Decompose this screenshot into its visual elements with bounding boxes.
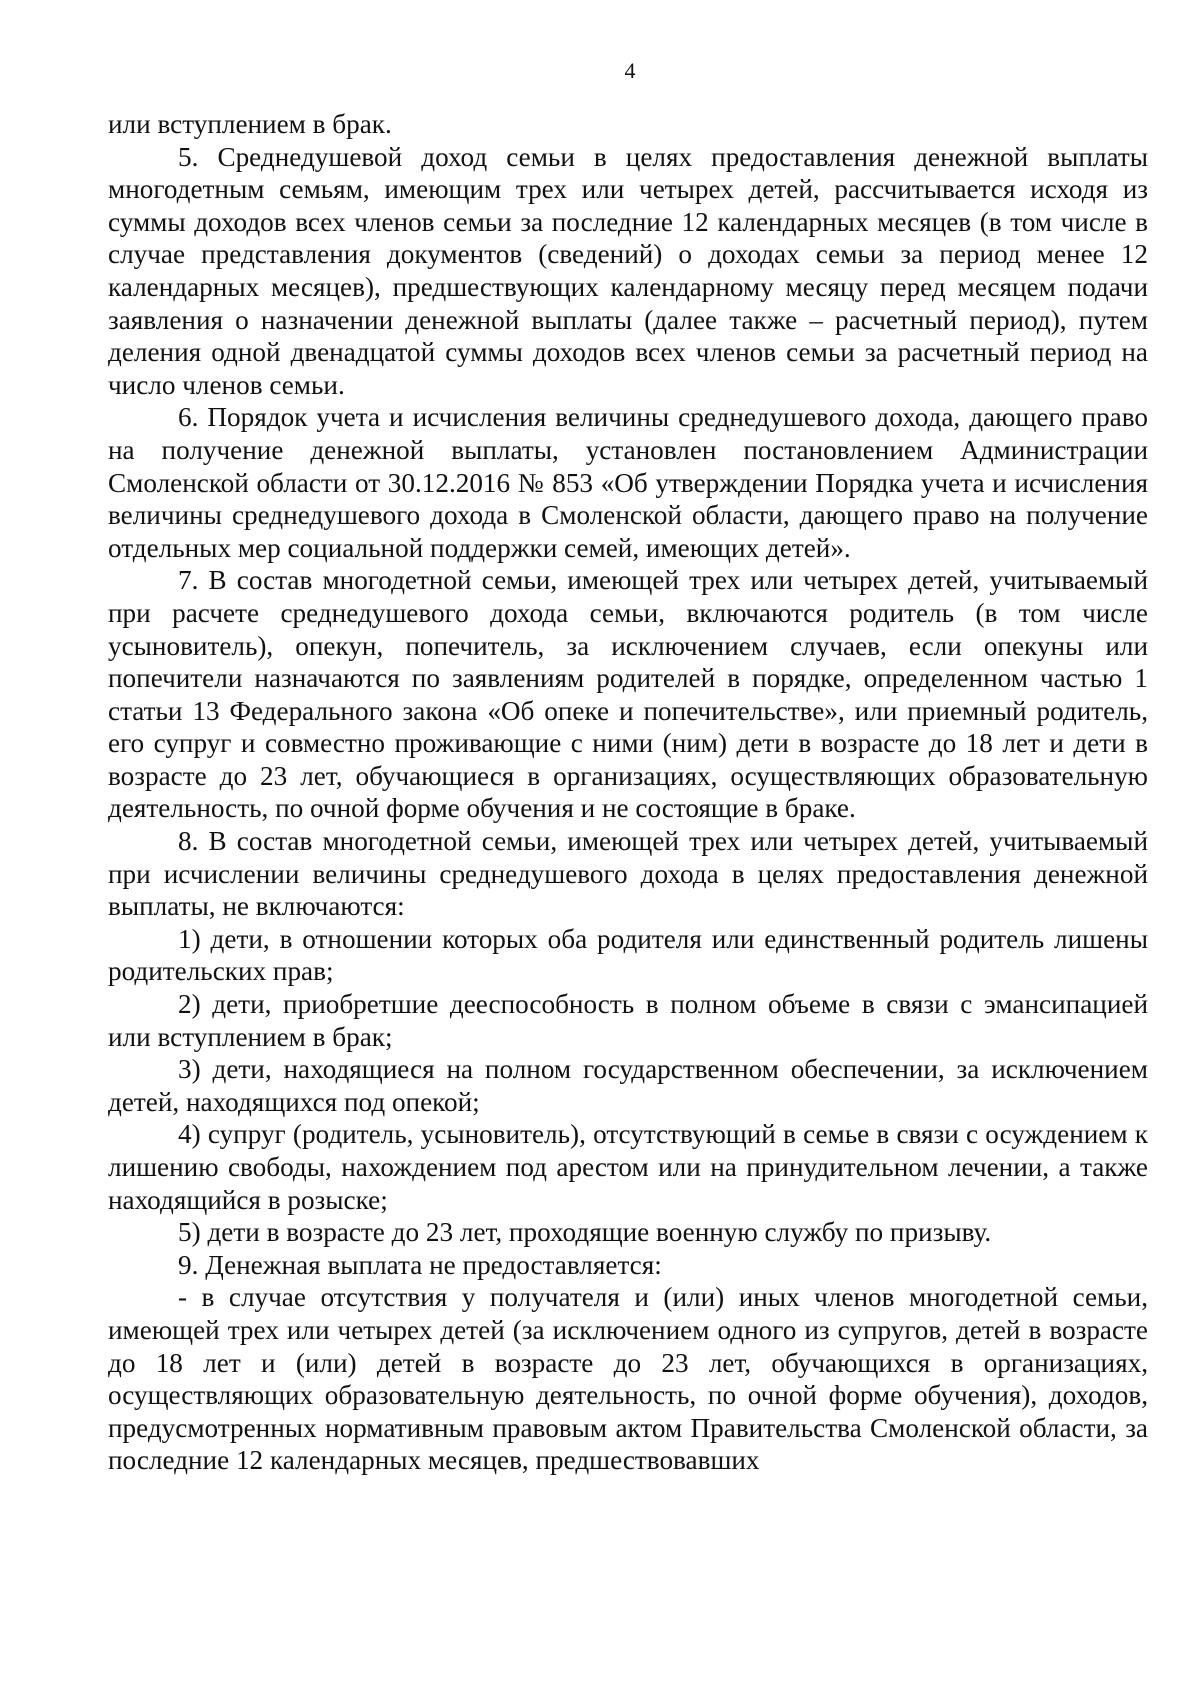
paragraph-item-6: 6. Порядок учета и исчисления величины среднедушевого дохода, дающего право на получение денежной выплаты, установлен постановлением Администрации Смоленской области от 30.12.2016 № 853 «Об утверждении Порядка учета и исчисления величины среднедушевого дохода в Смоленской области, дающего право на получение отдельных мер социальной поддержки семей, имеющих детей».: [108, 402, 1148, 563]
subitem-9-dash: - в случае отсутствия у получателя и (или) иных членов многодетной семьи, имеющей трех или четырех детей (за исключением одного из супругов, детей в возрасте до 18 лет и (или) детей в возрасте до 23 лет, обучающихся в организациях, осуществляющих образовательную деятельность, по очной форме обучения), доходов, предусмотренных нормативным правовым актом Правительства Смоленской области, за последние 12 календарных месяцев, предшествовавших: [108, 1282, 1148, 1476]
paragraph-item-7: 7. В состав многодетной семьи, имеющей трех или четырех детей, учитываемый при расчете среднедушевого дохода семьи, включаются родитель (в том числе усыновитель), опекун, попечитель, за исключением случаев, если опекуны или попечители назначаются по заявлениям родителей в порядке, определенном частью 1 статьи 13 Федерального закона «Об опеке и попечительстве», или приемный родитель, его супруг и совместно проживающие с ними (ним) дети в возрасте до 18 лет и дети в возрасте до 23 лет, обучающиеся в организациях, осуществляющих образовательную деятельность, по очной форме обучения и не состоящие в браке.: [108, 565, 1148, 824]
paragraph-item-8: 8. В состав многодетной семьи, имеющей трех или четырех детей, учитываемый при исчислении величины среднедушевого дохода в целях предоставления денежной выплаты, не включаются:: [108, 826, 1148, 922]
subitem-8-2: 2) дети, приобретшие дееспособность в полном объеме в связи с эмансипацией или вступлением в брак;: [108, 989, 1148, 1052]
paragraph-continuation: или вступлением в брак.: [108, 109, 392, 139]
document-body: [108, 108, 1148, 1477]
subitem-8-1: 1) дети, в отношении которых оба родителя или единственный родитель лишены родительских прав;: [108, 923, 1148, 987]
paragraph-item-9: 9. Денежная выплата не предоставляется:: [178, 1249, 662, 1280]
paragraph-item-5: 5. Среднедушевой доход семьи в целях предоставления денежной выплаты многодетным семьям, имеющим трех или четырех детей, рассчитывается исходя из суммы доходов всех членов семьи за последние 12 календарных месяцев (в том числе в случае представления документов (сведений) о доходах семьи за период менее 12 календарных месяцев), предшествующих календарному месяцу перед месяцем подачи заявления о назначении денежной выплаты (далее также – расчетный период), путем деления одной двенадцатой суммы доходов всех членов семьи за расчетный период на число членов семьи.: [108, 141, 1148, 400]
subitem-8-3: 3) дети, находящиеся на полном государственном обеспечении, за исключением детей, находящихся под опекой;: [108, 1054, 1148, 1117]
subitem-8-4: 4) супруг (родитель, усыновитель), отсутствующий в семье в связи с осуждением к лишению свободы, нахождением под арестом или на принудительном лечении, а также находящийся в розыске;: [108, 1119, 1148, 1215]
page-number: 4: [624, 58, 636, 83]
subitem-8-5: 5) дети в возрасте до 23 лет, проходящие военную службу по призыву.: [178, 1217, 992, 1248]
